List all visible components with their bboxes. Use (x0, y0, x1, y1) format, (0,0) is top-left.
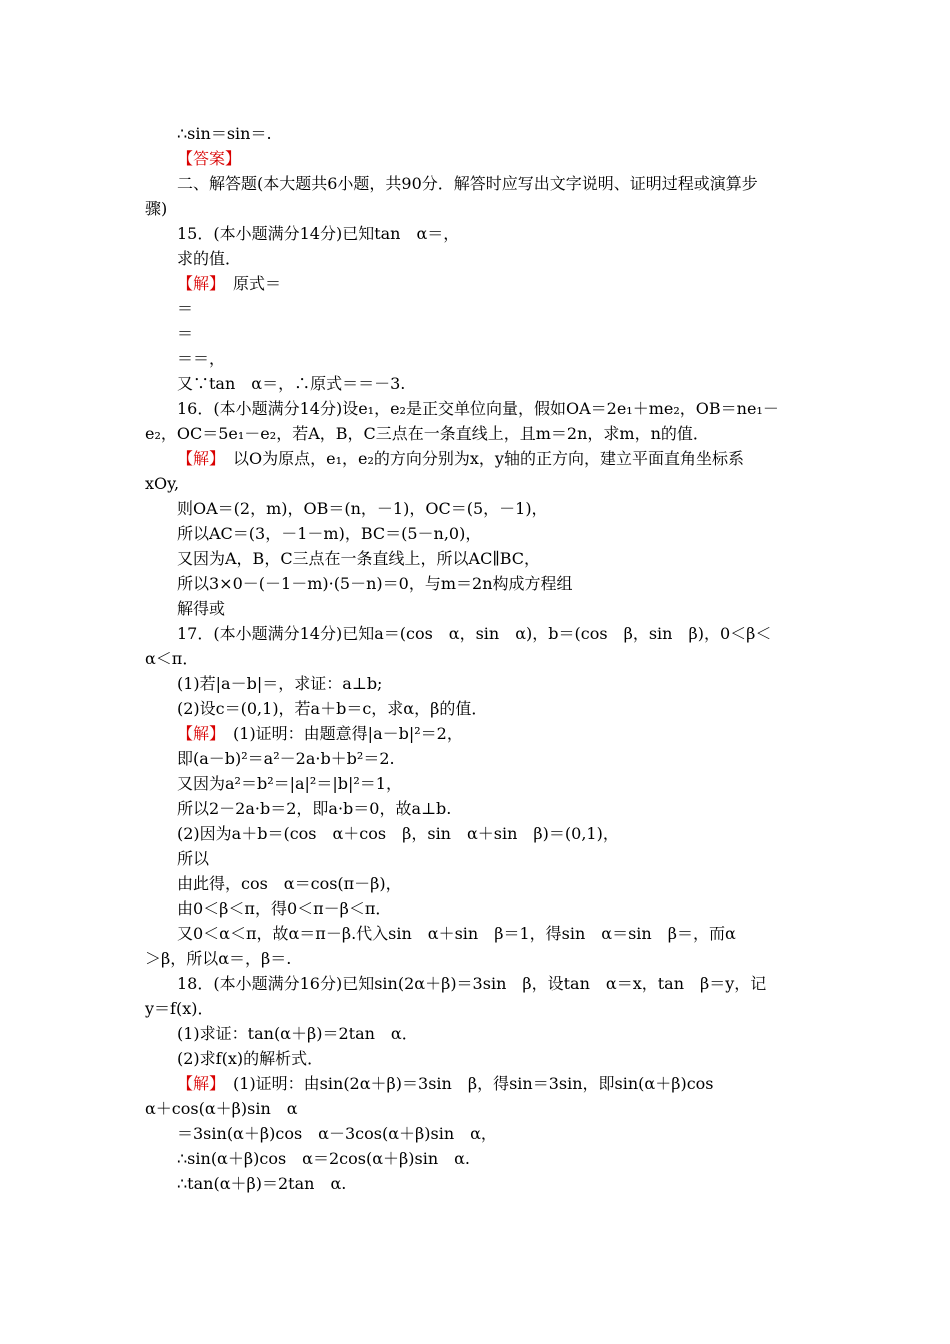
text-line: ∴sin(α＋β)cos α＝2cos(α＋β)sin α. (177, 1149, 471, 1168)
answer-tag: 【答案】 (177, 149, 242, 168)
solution-tag: 【解】 (177, 449, 218, 468)
text-line: (2)设c＝(0,1)，若a＋b＝c，求α，β的值． (177, 699, 488, 718)
problem-18-heading: 18．(本小题满分16分)已知sin(2α＋β)＝3sin β，设tan α＝x，tan β＝y，记 (177, 974, 767, 993)
text-line: ＝ (177, 324, 194, 343)
text-line: 所以3×0－(－1－m)·(5－n)＝0，与m＝2n构成方程组 (177, 574, 573, 593)
text-line: xOy, (145, 474, 180, 493)
text-line: ＝3sin(α＋β)cos α－3cos(α＋β)sin α， (177, 1124, 497, 1143)
solution-tag: 【解】 (177, 724, 218, 743)
text-line: 由此得，cos α＝cos(π－β)， (177, 874, 402, 893)
text-line: 即(a－b)²＝a²－2a·b＋b²＝2. (177, 749, 395, 768)
text-line: 所以 (177, 849, 210, 868)
text-line: α＜π． (145, 649, 199, 668)
text-line: ∴sin＝sin＝. (177, 124, 272, 143)
text-line: 由0＜β＜π，得0＜π－β＜π． (177, 899, 392, 918)
solution-line: 【解】 (1)证明：由题意得|a－b|²＝2， (177, 724, 463, 743)
problem-15-heading: 15．(本小题满分14分)已知tan α＝， (177, 224, 460, 243)
text-line: 所以2－2a·b＝2，即a·b＝0，故a⊥b. (177, 799, 452, 818)
text-line: 解得或 (177, 599, 226, 618)
text-line: α＋cos(α＋β)sin α (145, 1099, 298, 1118)
problem-16-heading: 16．(本小题满分14分)设e₁，e₂是正交单位向量，假如OA＝2e₁＋me₂，OB＝ne₁－ (177, 399, 779, 418)
solution-tag: 【解】 (177, 274, 218, 293)
text-line: (2)因为a＋b＝(cos α＋cos β，sin α＋sin β)＝(0,1)， (177, 824, 619, 843)
text-line: 二、解答题(本大题共6小题，共90分．解答时应写出文字说明、证明过程或演算步 (177, 174, 758, 193)
solution-line: 【解】 原式＝ (177, 274, 282, 293)
text-line: 又0＜α＜π，故α＝π－β.代入sin α＋sin β＝1，得sin α＝sin β＝，而α (177, 924, 736, 943)
text-line: ∴tan(α＋β)＝2tan α. (177, 1174, 347, 1193)
text-line: 则OA＝(2，m)，OB＝(n，－1)，OC＝(5，－1)， (177, 499, 548, 518)
text-line: ＞β，所以α＝，β＝. (145, 949, 292, 968)
text-line: ＝ (177, 299, 194, 318)
problem-17-heading: 17．(本小题满分14分)已知a＝(cos α，sin α)，b＝(cos β，sin β)，0＜β＜ (177, 624, 772, 643)
text-line: 又因为a²＝b²＝|a|²＝|b|²＝1， (177, 774, 402, 793)
solution-tag: 【解】 (177, 1074, 218, 1093)
solution-line: 【解】 (1)证明：由sin(2α＋β)＝3sin β，得sin＝3sin，即sin(α＋β)cos (177, 1074, 714, 1093)
text-line: 所以AC＝(3，－1－m)，BC＝(5－n,0)， (177, 524, 482, 543)
text-line: ＝＝， (177, 349, 226, 368)
text-line: 又∵tan α＝，∴原式＝＝－3. (177, 374, 406, 393)
text-line: e₂，OC＝5e₁－e₂，若A，B，C三点在一条直线上，且m＝2n，求m，n的值． (145, 424, 709, 443)
text-line: 骤) (145, 199, 168, 218)
text-line: y＝f(x)． (145, 999, 214, 1018)
text-line: 又因为A，B，C三点在一条直线上，所以AC∥BC， (177, 549, 541, 568)
text-line: (1)求证：tan(α＋β)＝2tan α． (177, 1024, 418, 1043)
text-line: 求的值． (177, 249, 242, 268)
solution-line: 【解】 以O为原点，e₁，e₂的方向分别为x，y轴的正方向，建立平面直角坐标系 (177, 449, 744, 468)
text-line: (2)求f(x)的解析式． (177, 1049, 324, 1068)
text-line: (1)若|a－b|＝，求证：a⊥b; (177, 674, 383, 693)
